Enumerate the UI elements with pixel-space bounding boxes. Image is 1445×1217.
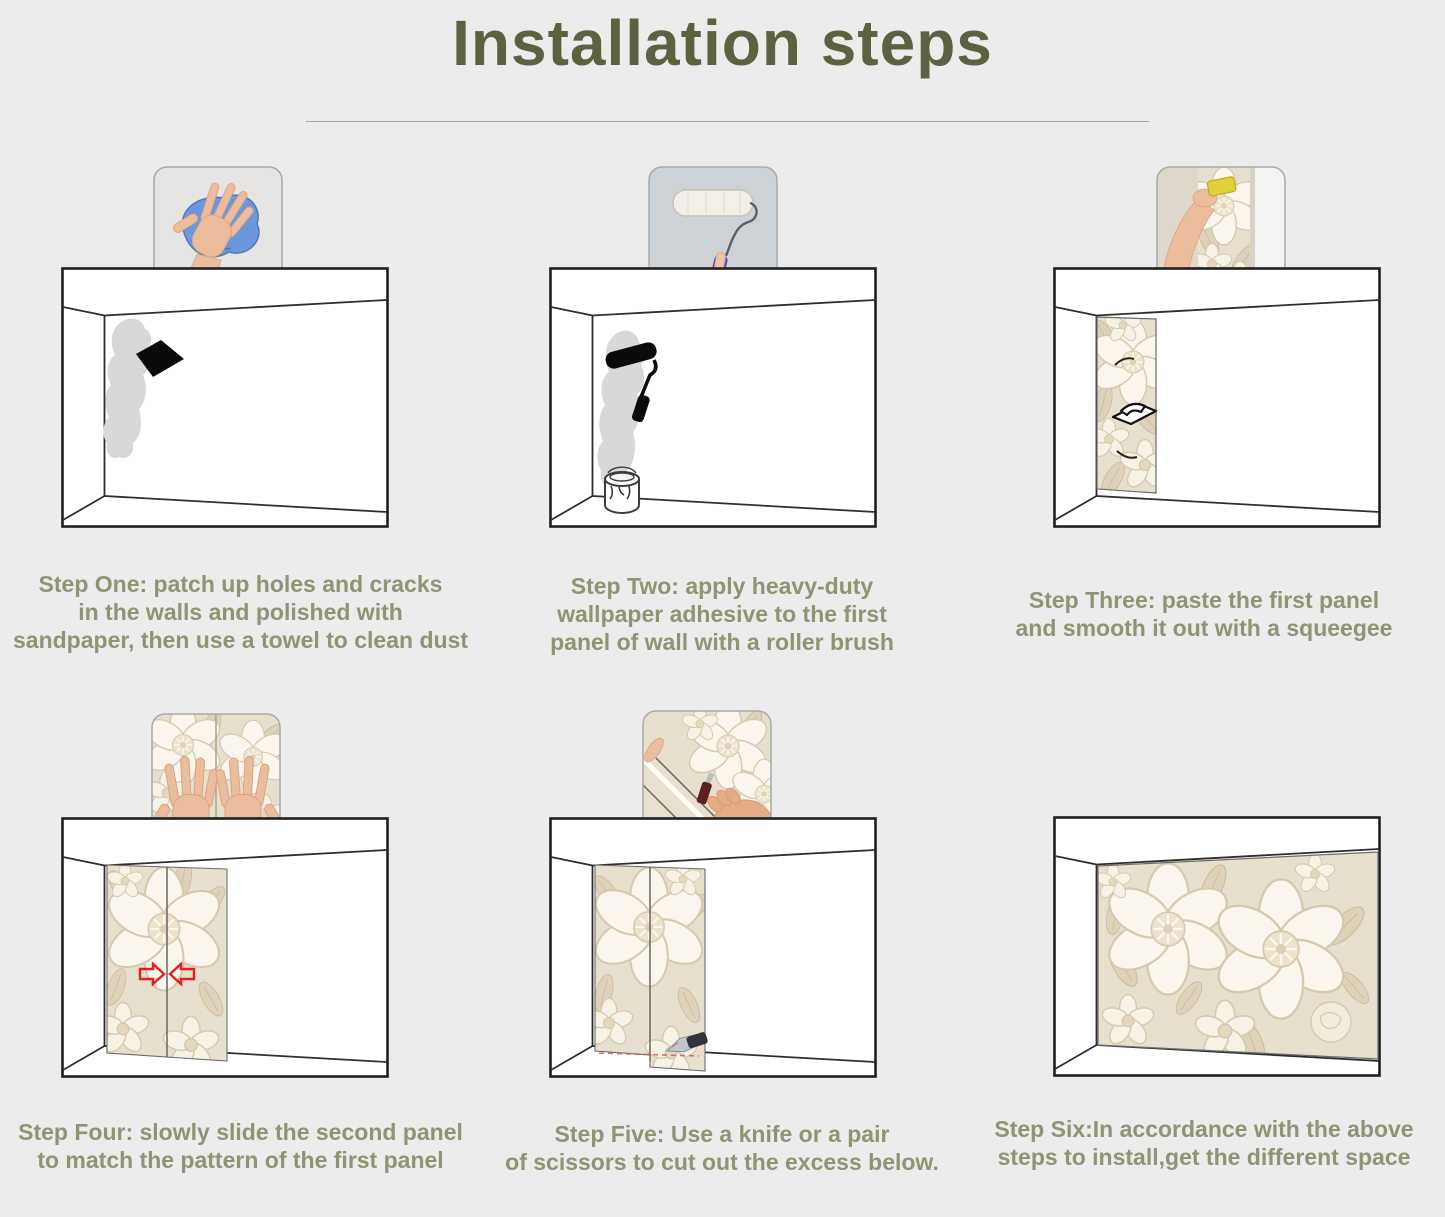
caption-line: of scissors to cut out the excess below. <box>505 1149 939 1175</box>
caption-line: Step Three: paste the first panel <box>1028 587 1380 613</box>
room-illustration-step-three <box>1053 267 1381 528</box>
paint-bucket-icon <box>605 467 639 513</box>
room-illustration-step-one <box>61 267 389 528</box>
step-one-panel <box>0 140 481 685</box>
room-illustration-step-four <box>61 817 389 1078</box>
step-five-panel <box>481 690 963 1217</box>
caption-line: Step Two: apply heavy-duty <box>570 573 874 599</box>
caption-line: to match the pattern of the first panel <box>37 1147 444 1173</box>
relief-ball <box>1311 1002 1351 1042</box>
step-four-panel <box>0 690 481 1217</box>
step-three-caption <box>963 586 1445 642</box>
caption-line: wallpaper adhesive to the first <box>557 601 887 627</box>
caption-line: in the walls and polished with <box>78 599 403 625</box>
roller-cylinder <box>673 190 753 216</box>
step-three-panel <box>963 140 1445 685</box>
page-title: Installation steps <box>452 7 993 79</box>
caption-line: sandpaper, then use a towel to clean dust <box>13 627 468 653</box>
title-divider <box>306 121 1149 122</box>
wallpaper-panels <box>95 859 229 1074</box>
step-six-caption <box>963 1115 1445 1171</box>
caption-line: Step Six:In accordance with the above <box>994 1116 1414 1142</box>
caption-line: and smooth it out with a squeegee <box>1015 615 1393 641</box>
finished-wallpaper-wall <box>1094 852 1378 1069</box>
step-two-panel <box>481 140 963 685</box>
caption-line: Step Five: Use a knife or a pair <box>554 1121 890 1147</box>
step-four-caption <box>0 1118 481 1174</box>
step-two-caption <box>481 572 963 656</box>
step-six-panel <box>963 690 1445 1217</box>
room-illustration-step-six <box>1053 816 1381 1077</box>
step-five-caption <box>481 1120 963 1176</box>
caption-line: Step One: patch up holes and cracks <box>38 571 443 597</box>
caption-line: steps to install,get the different space <box>997 1144 1411 1170</box>
room-illustration-step-five <box>549 817 877 1078</box>
step-one-caption <box>0 570 481 654</box>
caption-line: Step Four: slowly slide the second panel <box>18 1119 463 1145</box>
caption-line: panel of wall with a roller brush <box>550 629 894 655</box>
room-illustration-step-two <box>549 267 877 528</box>
